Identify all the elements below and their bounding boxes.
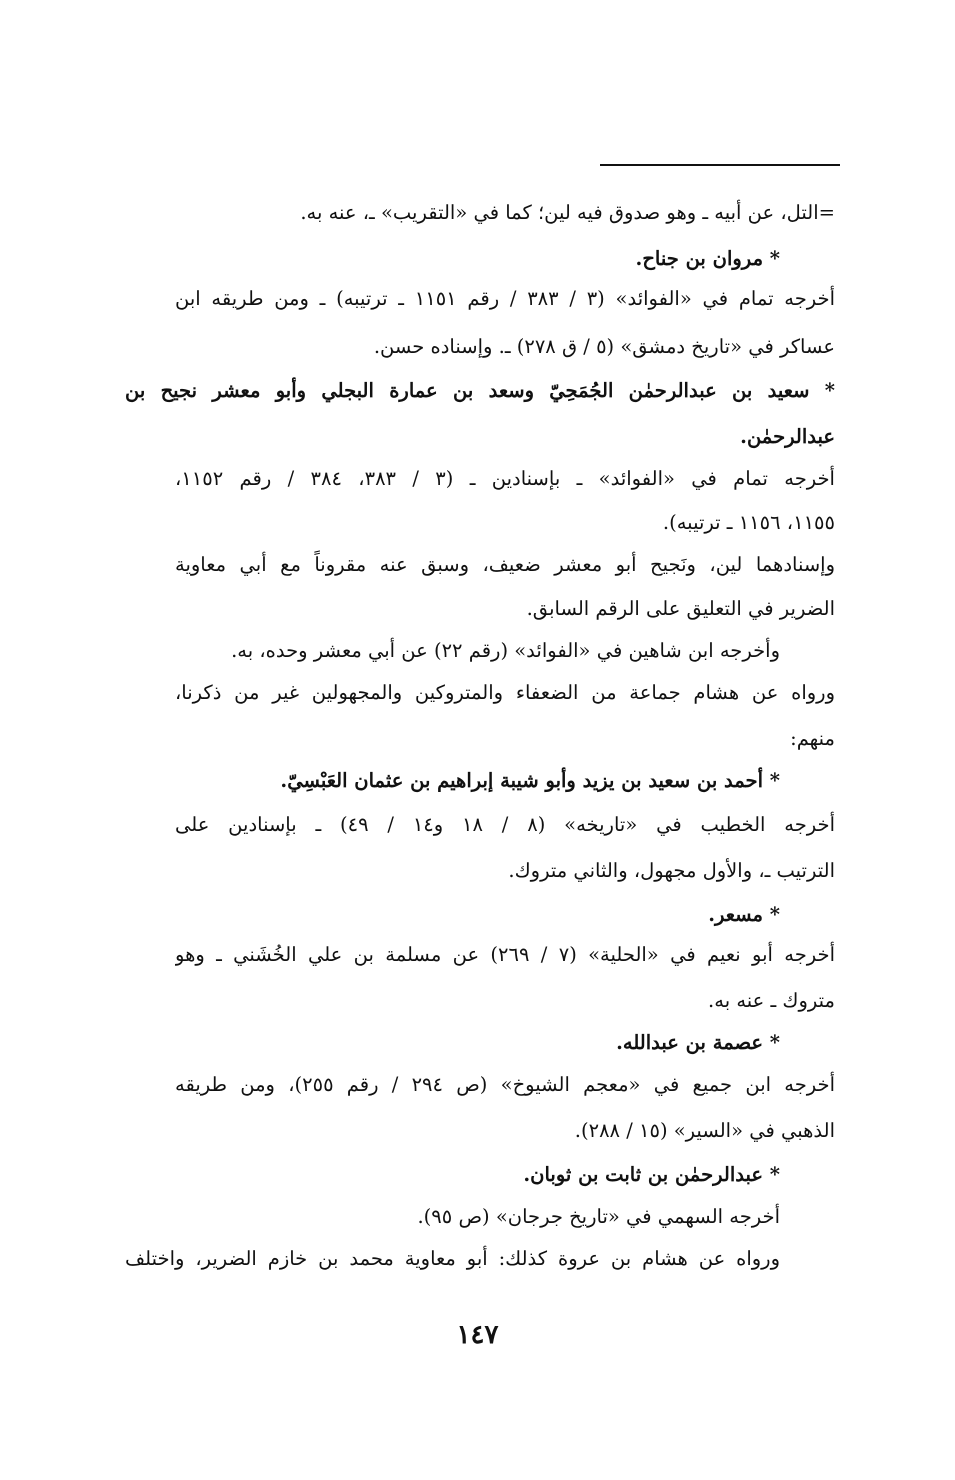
paragraph-line: منهم:	[790, 727, 835, 750]
paragraph-line: أخرجه ابن جميع في «معجم الشيوخ» (ص ٢٩٤ / رقم ٢٥٥)، ومن طريقه	[175, 1073, 835, 1096]
narrator-heading: * عصمة بن عبدالله.	[616, 1031, 780, 1054]
narrator-heading: * عبدالرحمٰن بن ثابت بن ثوبان.	[523, 1163, 780, 1186]
paragraph-line: عساكر في «تاريخ دمشق» (٥ / ق ٢٧٨) ـ. وإسناده حسن.	[373, 335, 835, 358]
paragraph-line: الذهبي في «السير» (١٥ / ٢٨٨).	[574, 1119, 835, 1142]
narrator-heading: * أحمد بن سعيد بن يزيد وأبو شيبة إبراهيم بن عثمان العَبْسِيّ.	[280, 769, 780, 792]
paragraph-line: أخرجه الخطيب في «تاريخه» (٨ / ١٨ و١٤ / ٤٩) ـ بإسنادين على	[175, 813, 835, 836]
paragraph-line: أخرجه تمام في «الفوائد» (٣ / ٣٨٣ / رقم ١١٥١ ـ ترتيبه) ـ ومن طريقه ابن	[175, 287, 835, 310]
narrator-heading: عبدالرحمٰن.	[740, 425, 835, 448]
paragraph-line: وإسنادهما لين، ونَجيح أبو معشر ضعيف، وسبق عنه مقروناً مع أبي معاوية	[175, 553, 835, 576]
paragraph-line: ورواه عن هشام جماعة من الضعفاء والمتروكين والمجهولين غير من ذكرنا،	[175, 681, 835, 704]
paragraph-line: الضرير في التعليق على الرقم السابق.	[526, 597, 835, 620]
paragraph-line: وأخرجه ابن شاهين في «الفوائد» (رقم ٢٢) عن أبي معشر وحده، به.	[231, 639, 780, 662]
narrator-heading: * مسعر.	[708, 903, 780, 926]
narrator-heading: * مروان بن جناح.	[635, 247, 780, 270]
paragraph-line: أخرجه تمام في «الفوائد» ـ بإسنادين ـ (٣ / ٣٨٣، ٣٨٤ / رقم ١١٥٢،	[175, 467, 835, 490]
paragraph-line: الترتيب ـ، والأول مجهول، والثاني متروك.	[508, 859, 835, 882]
paragraph-line: متروك ـ عنه به.	[708, 989, 835, 1012]
paragraph-line: ورواه عن هشام بن عروة كذلك: أبو معاوية محمد بن خازم الضرير، واختلف	[125, 1247, 780, 1270]
paragraph-line: ١١٥٥، ١١٥٦ ـ ترتيبه).	[662, 511, 835, 534]
narrator-heading: * سعيد بن عبدالرحمٰن الجُمَحِيّ وسعد بن عمارة البجلي وأبو معشر نجيح بن	[125, 379, 835, 402]
paragraph-line: أخرجه السهمي في «تاريخ جرجان» (ص ٩٥).	[417, 1205, 780, 1228]
footnote-continuation-line: =التل، عن أبيه ـ وهو صدوق فيه لين؛ كما في «التقريب» ـ، عنه به.	[300, 201, 835, 224]
footnote-separator-rule	[600, 164, 840, 166]
paragraph-line: أخرجه أبو نعيم في «الحلية» (٧ / ٢٦٩) عن مسلمة بن علي الخُشَني ـ وهو	[175, 943, 835, 966]
page-number: ١٤٧	[456, 1320, 499, 1350]
